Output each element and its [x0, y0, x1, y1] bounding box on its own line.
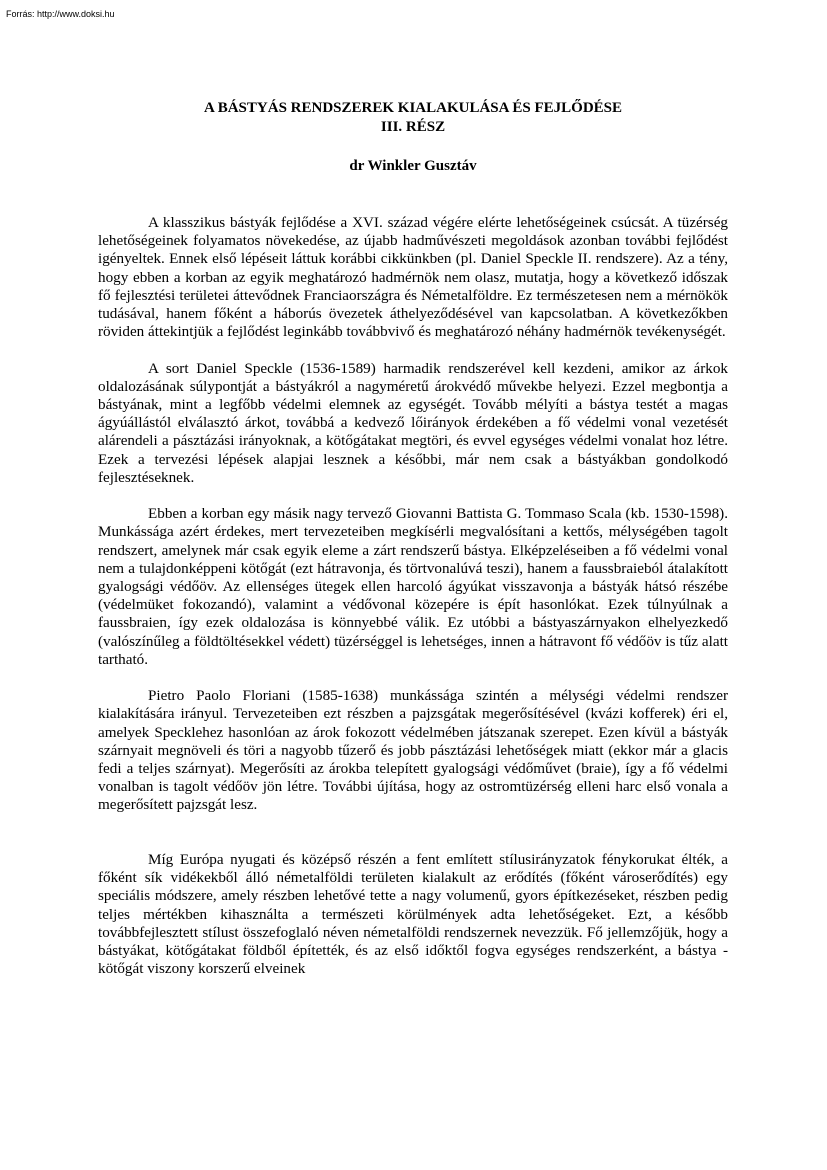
paragraph-1: A klasszikus bástyák fejlődése a XVI. század végére elérte lehetőségeinek csúcsát. A tüzérség lehetőségeinek folyamatos növekedése, az újabb hadművészeti megoldások azonban további fejlődést igényeltek. Ennek első lépéseit láttuk korábbi cikkünkben (pl. Daniel Speckle II. rendszere). Az a tény, hogy ebben a korban az egyik meghatározó hadmérnök nem olasz, mutatja, hogy a következő időszak fő fejlesztési területei áttevődnek Franciaországra és Németalföldre. Ez természetesen nem a mérnökök tudásával, hanem főként a háborús övezetek áthelyeződésével van kapcsolatban. A következőkben röviden áttekintjük a fejlődést leginkább továbbvivő és meghatározó néhány hadmérnök tevékenységét.: [98, 214, 728, 341]
author-name: dr Winkler Gusztáv: [349, 158, 477, 174]
paragraph-3: Ebben a korban egy másik nagy tervező Giovanni Battista G. Tommaso Scala (kb. 1530-1598). Munkássága azért érdekes, mert tervezeteiben megkísérli megvalósítani a kettős, mélységében tagolt rendszert, amelynek már csak egyik eleme a zárt rendszerű bástya. Elképzeléseiben a fő védelmi vonal nem a tulajdonképpeni kötőgát (ezt hátravonja, és törtvonalúvá teszi), hanem a faussbraieból átalakított gyalogsági védőöv. Az ellenséges ütegek ellen harcoló ágyúkat visszavonja a bástyák hátsó részébe (védelmüket fokozandó), valamint a védővonal közepére is épít hasonlókat. Ezek túlnyúlnak a faussbraien, így ezek oldalozása is könnyebbé válik. Ez utóbbi a bástyaszárnyakon elhelyezkedő (valószínűleg a földtöltésekkel védett) tüzérséggel is lehetséges, innen a hátravont fő védőöv is tűz alatt tartható.: [98, 505, 728, 668]
source-label: Forrás: http://www.doksi.hu: [6, 9, 115, 19]
title-line-1: A BÁSTYÁS RENDSZEREK KIALAKULÁSA ÉS FEJLŐDÉSE: [203, 100, 623, 116]
paragraph-5: Míg Európa nyugati és középső részén a fent említett stílusirányzatok fénykorukat élték, a főként sík vidékekből álló németalföldi területen kialakult az erődítés (főként városerődítés) egy speciális módszere, amely részben lehetővé tette a nagy volumenű, gyors építkezéseket, részben pedig teljes mértékben kihasználta a természeti körülmények adta lehetőségeket. Ezt, a később továbbfejlesztett stílust összefoglaló néven németalföldi rendszernek nevezzük. Fő jellemzőjük, hogy a bástyákat, kötőgátakat földből építették, és az első időktől fogva egységes rendszerként, a bástya - kötőgát viszony korszerű elveinek: [98, 851, 728, 978]
paragraph-4: Pietro Paolo Floriani (1585-1638) munkássága szintén a mélységi védelmi rendszer kialakítására irányul. Tervezeteiben ezt részben a pajzsgátak megerősítésével (kvázi kofferek) éri el, amelyek Specklehez hasonlóan az árok fokozott védelmében játszanak szerepet. Ezen kívül a bástyák szárnyait megnöveli és töri a nagyobb tűzerő és jobb pásztázási lehetőségek miatt (ekkor már a glacis fedi a teljes szárnyat). Megerősíti az árokba telepített gyalogsági védőművet (braie), így a fő védelmi vonalban is tagolt védőöv jön létre. További újítása, hogy az ostromtüzérség elleni harc első vonala a megerősített pajzsgát lesz.: [98, 687, 728, 814]
page-title: [98, 99, 728, 137]
article-body: [98, 214, 728, 978]
paragraph-2: A sort Daniel Speckle (1536-1589) harmadik rendszerével kell kezdeni, amikor az árkok oldalozásának súlypontját a bástyákról a nagyméretű árokvédő művekbe helyezi. Ezzel megbontja a bástyának, mint a legfőbb védelmi elemnek az egységét. Tovább mélyíti a bástya testét a magas ágyúállástól elválasztó árkot, továbbá a kedvező lőirányok érdekében a fő védelmi vonal vezetését alárendeli a pásztázási irányoknak, a kötőgátakat megtöri, és evvel egységes védelmi vonalat hoz létre. Ezek a tervezési lépések alapjai lesznek a későbbi, már nem csak a bástyákban gondolkodó fejlesztéseknek.: [98, 359, 728, 486]
title-line-2: III. RÉSZ: [380, 119, 446, 135]
